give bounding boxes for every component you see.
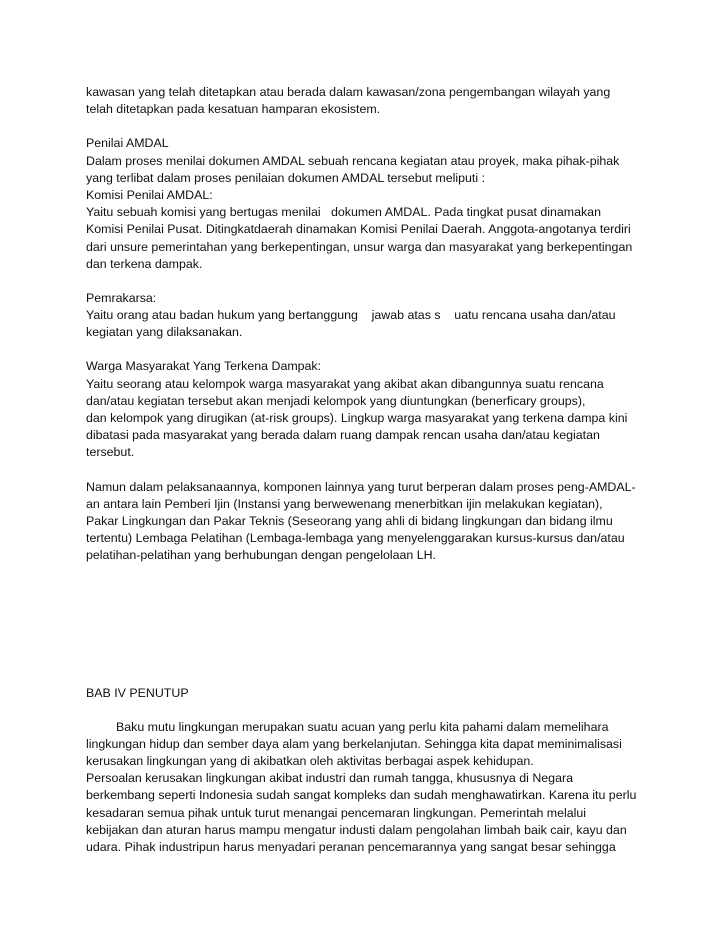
document-page	[86, 84, 656, 856]
paragraph-gap	[86, 273, 656, 290]
text-line: udara. Pihak industripun harus menyadari peranan pencemarannya yang sangat besar sehingga	[86, 840, 616, 854]
text-line: pelatihan-pelatihan yang berhubungan dengan pengelolaan LH.	[86, 548, 436, 563]
text-line: kerusakan lingkungan yang di akibatkan oleh aktivitas berbagai aspek kehidupan.	[86, 754, 534, 769]
text-line: Dalam proses menilai dokumen AMDAL sebuah rencana kegiatan atau proyek, maka pihak-pihak	[86, 153, 620, 168]
text-line: Yaitu orang atau badan hukum yang bertanggung jawab atas s uatu rencana usaha dan/atau	[86, 308, 616, 323]
text-line: an antara lain Pemberi Ijin (Instansi yang berwewenang menerbitkan ijin melakukan kegiatan),	[86, 496, 603, 511]
text-line: tersebut.	[86, 445, 135, 460]
subsection-heading: Warga Masyarakat Yang Terkena Dampak:	[86, 359, 322, 374]
text-line: kawasan yang telah ditetapkan atau berada dalam kawasan/zona pengembangan wilayah yang	[86, 85, 611, 99]
paragraph-gap	[86, 341, 656, 358]
section-pemrakarsa	[86, 290, 656, 342]
text-line: Namun dalam pelaksanaannya, komponen lainnya yang turut berperan dalam proses peng-AMDAL-	[86, 479, 636, 494]
paragraph-gap	[86, 702, 656, 719]
subsection-heading: Komisi Penilai AMDAL:	[86, 187, 213, 202]
text-line: Komisi Penilai Pusat. Ditingkatdaerah dinamakan Komisi Penilai Daerah. Anggota-angotanya terdiri	[86, 222, 631, 237]
text-line: lingkungan hidup dan sember daya alam yang berkelanjutan. Sehingga kita dapat meminimalisasi	[86, 736, 622, 751]
text-line: kesadaran semua pihak untuk turut menangai pencemaran lingkungan. Pemerintah melalui	[86, 805, 587, 820]
text-line: berkembang seperti Indonesia sudah sangat kompleks dan sudah menghawatirkan. Karena itu perlu	[86, 788, 637, 803]
text-line: dan terkena dampak.	[86, 256, 203, 271]
paragraph-kawasan	[86, 84, 656, 118]
text-line: Yaitu seorang atau kelompok warga masyarakat yang akibat akan dibangunnya suatu rencana	[86, 376, 604, 391]
text-line: dibatasi pada masyarakat yang berada dalam ruang dampak rencan usaha dan/atau kegiatan	[86, 428, 600, 443]
blank-space	[86, 565, 656, 685]
text-line: tertentu) Lembaga Pelatihan (Lembaga-lembaga yang menyelenggarakan kursus-kursus dan/atau	[86, 531, 625, 546]
text-line: dari unsure pemerintahan yang berkepentingan, unsur warga dan masyarakat yang berkepentingan	[86, 239, 633, 254]
paragraph-namun	[86, 479, 656, 565]
section-penutup	[86, 719, 656, 857]
text-line: telah ditetapkan pada kesatuan hamparan ekosistem.	[86, 102, 381, 117]
section-penilai-amdal	[86, 135, 656, 273]
text-line: Pakar Lingkungan dan Pakar Teknis (Seseorang yang ahli di bidang lingkungan dan bidang ilmu	[86, 513, 613, 528]
text-line: dan/atau kegiatan tersebut akan menjadi kelompok yang diuntungkan (benerficary groups),	[86, 393, 586, 408]
text-line: Persoalan kerusakan lingkungan akibat industri dan rumah tangga, khususnya di Negara	[86, 771, 573, 786]
text-line: Baku mutu lingkungan merupakan suatu acuan yang perlu kita pahami dalam memelihara	[116, 719, 609, 734]
paragraph-gap	[86, 118, 656, 135]
chapter-heading: BAB IV PENUTUP	[86, 685, 189, 700]
text-line: dan kelompok yang dirugikan (at-risk groups). Lingkup warga masyarakat yang terkena dampa kini	[86, 411, 628, 425]
text-line: Yaitu sebuah komisi yang bertugas menilai dokumen AMDAL. Pada tingkat pusat dinamakan	[86, 205, 601, 220]
paragraph-gap	[86, 462, 656, 479]
text-line: yang terlibat dalam proses penilaian dokumen AMDAL tersebut meliputi :	[86, 170, 486, 185]
text-line: kegiatan yang dilaksanakan.	[86, 325, 243, 340]
subsection-heading: Pemrakarsa:	[86, 290, 157, 305]
section-heading: Penilai AMDAL	[86, 136, 169, 151]
text-line: kebijakan dan aturan harus mampu mengatur industi dalam pengolahan limbah baik cair, kayu dan	[86, 822, 627, 837]
section-warga-masyarakat	[86, 358, 656, 461]
